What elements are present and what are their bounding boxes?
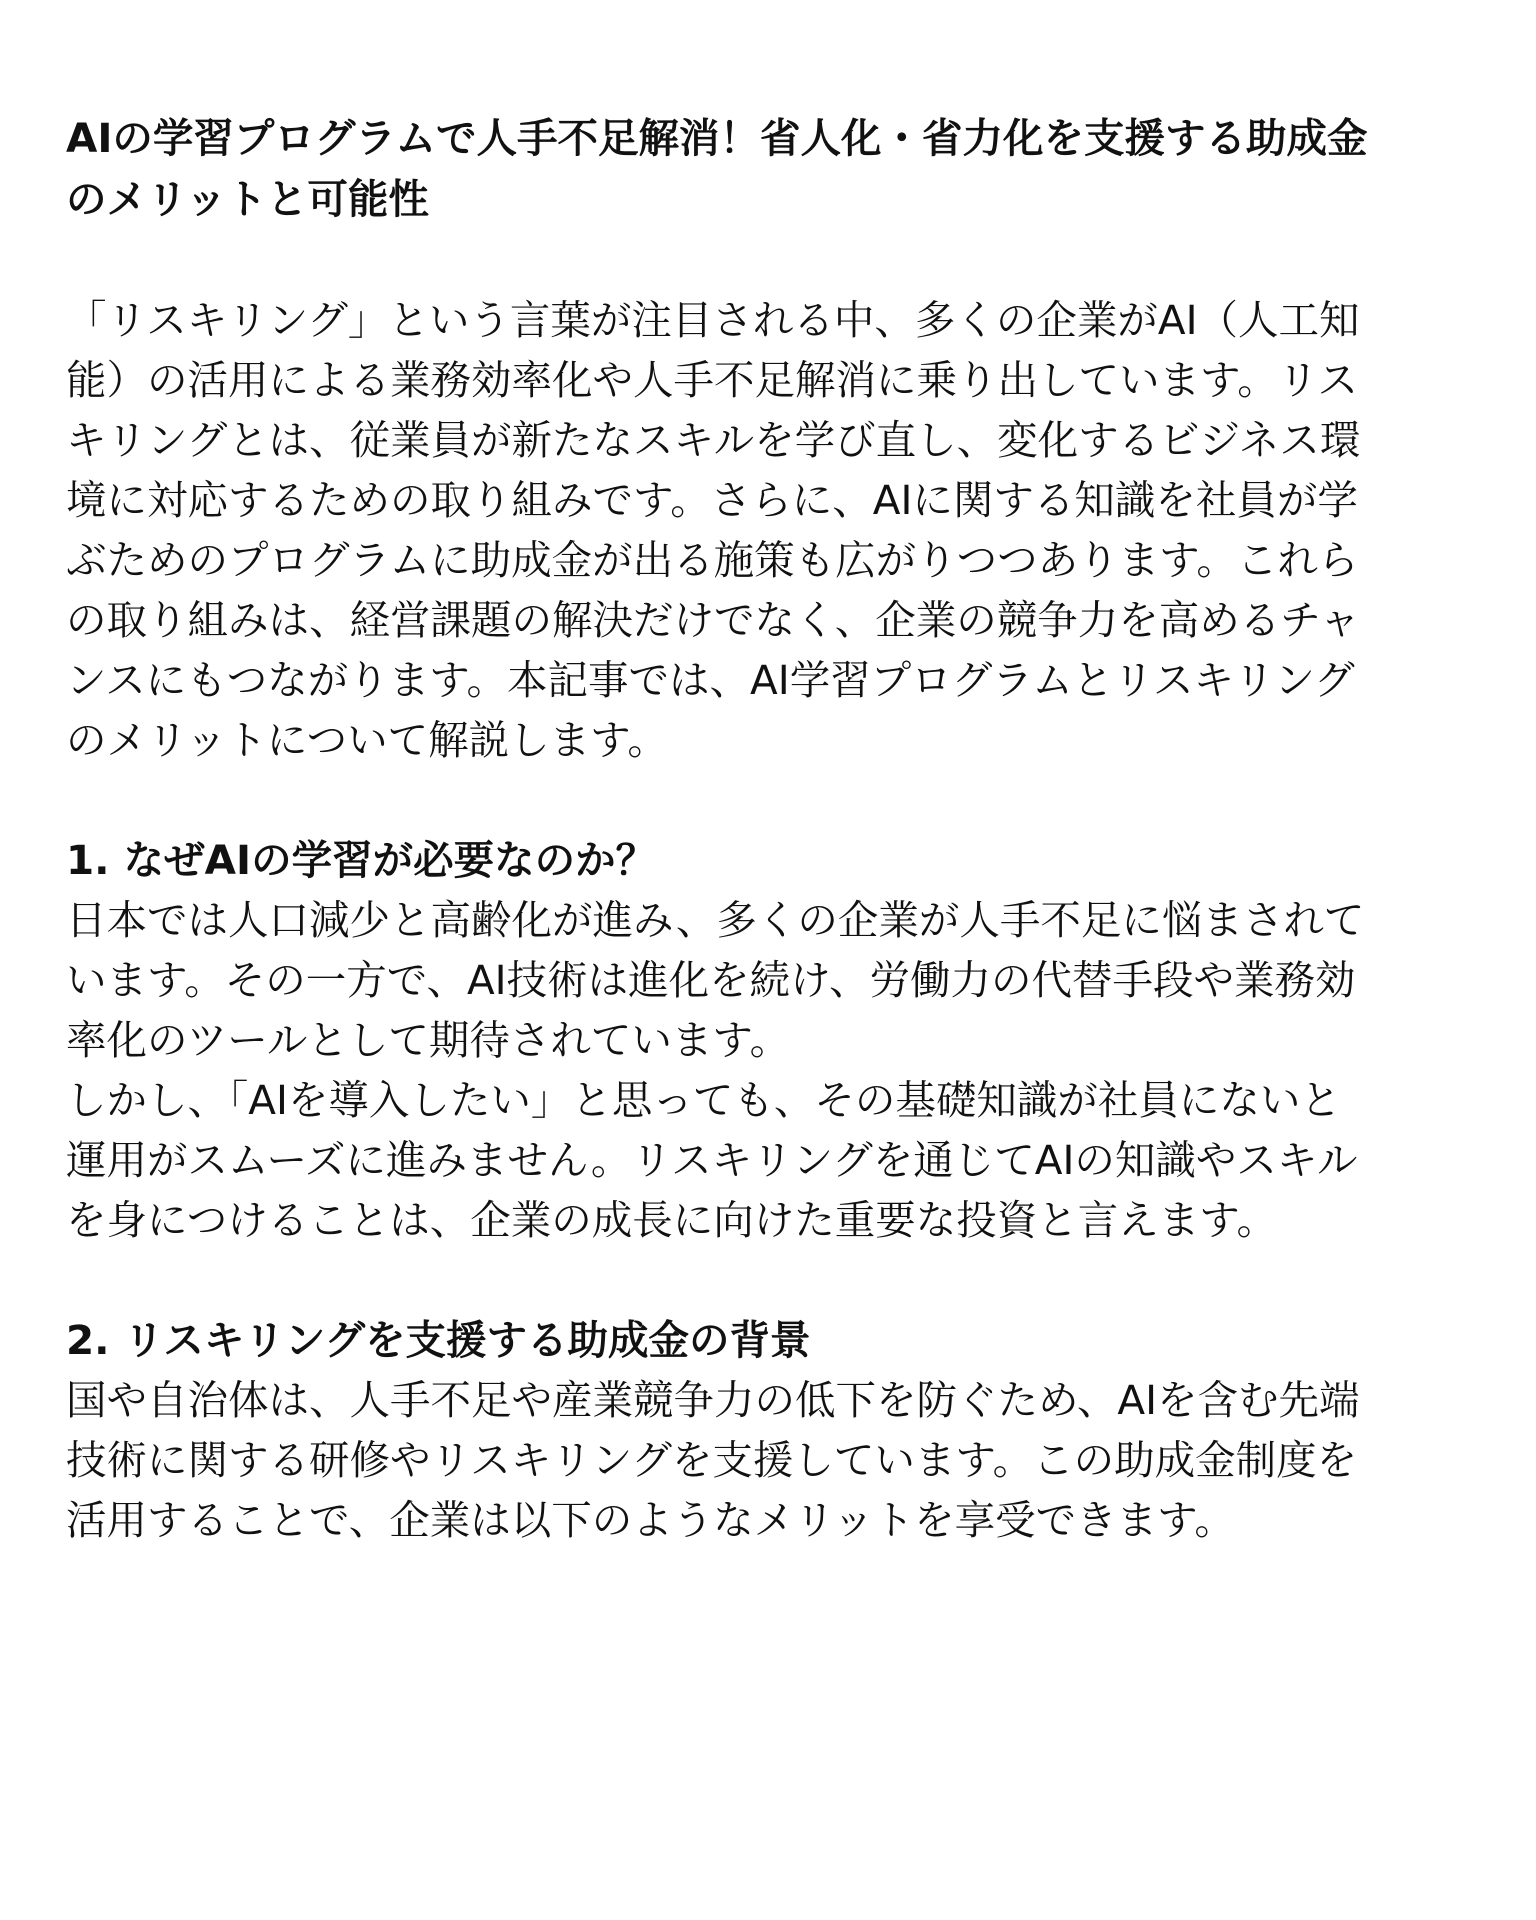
- spacer: [66, 1250, 1476, 1310]
- section-line: しかし、「AIを導入したい」と思っても、その基礎知識が社員にないと: [66, 1076, 1341, 1124]
- spacer: [66, 230, 1476, 290]
- section-2: [66, 1310, 1476, 1550]
- section-heading: 2. リスキリングを支援する助成金の背景: [66, 1316, 811, 1364]
- intro-line: キリングとは、従業員が新たなスキルを学び直し、変化するビジネス環: [66, 416, 1361, 464]
- article: [66, 108, 1476, 1550]
- intro-line: ぶためのプログラムに助成金が出る施策も広がりつつあります。これら: [66, 536, 1359, 584]
- intro-line: のメリットについて解説します。: [66, 716, 668, 764]
- intro-line: 「リスキリング」という言葉が注目される中、多くの企業がAI（人工知: [66, 296, 1360, 344]
- intro-line: の取り組みは、経営課題の解決だけでなく、企業の競争力を高めるチャ: [66, 596, 1360, 644]
- section-line: を身につけることは、企業の成長に向けた重要な投資と言えます。: [66, 1196, 1277, 1244]
- section-line: 日本では人口減少と高齢化が進み、多くの企業が人手不足に悩まされて: [66, 896, 1365, 944]
- section-line: 運用がスムーズに進みません。リスキリングを通じてAIの知識やスキル: [66, 1136, 1358, 1184]
- section-line: います。その一方で、AI技術は進化を続け、労働力の代替手段や業務効: [66, 956, 1356, 1004]
- title-line: のメリットと可能性: [66, 175, 429, 223]
- section-heading: 1. なぜAIの学習が必要なのか？: [66, 836, 657, 884]
- article-title: [66, 108, 1476, 230]
- section-line: 率化のツールとして期待されています。: [66, 1016, 791, 1064]
- section-line: 技術に関する研修やリスキリングを支援しています。この助成金制度を: [66, 1436, 1358, 1484]
- intro-line: ンスにもつながります。本記事では、AI学習プログラムとリスキリング: [66, 656, 1355, 704]
- title-line: AIの学習プログラムで人手不足解消！省人化・省力化を支援する助成金: [66, 114, 1368, 162]
- section-1: [66, 830, 1476, 1250]
- section-line: 活用することで、企業は以下のようなメリットを享受できます。: [66, 1496, 1235, 1544]
- intro-paragraph: [66, 290, 1476, 770]
- spacer: [66, 770, 1476, 830]
- section-line: 国や自治体は、人手不足や産業競争力の低下を防ぐため、AIを含む先端: [66, 1376, 1360, 1424]
- intro-line: 境に対応するための取り組みです。さらに、AIに関する知識を社員が学: [66, 476, 1358, 524]
- intro-line: 能）の活用による業務効率化や人手不足解消に乗り出しています。リス: [66, 356, 1358, 404]
